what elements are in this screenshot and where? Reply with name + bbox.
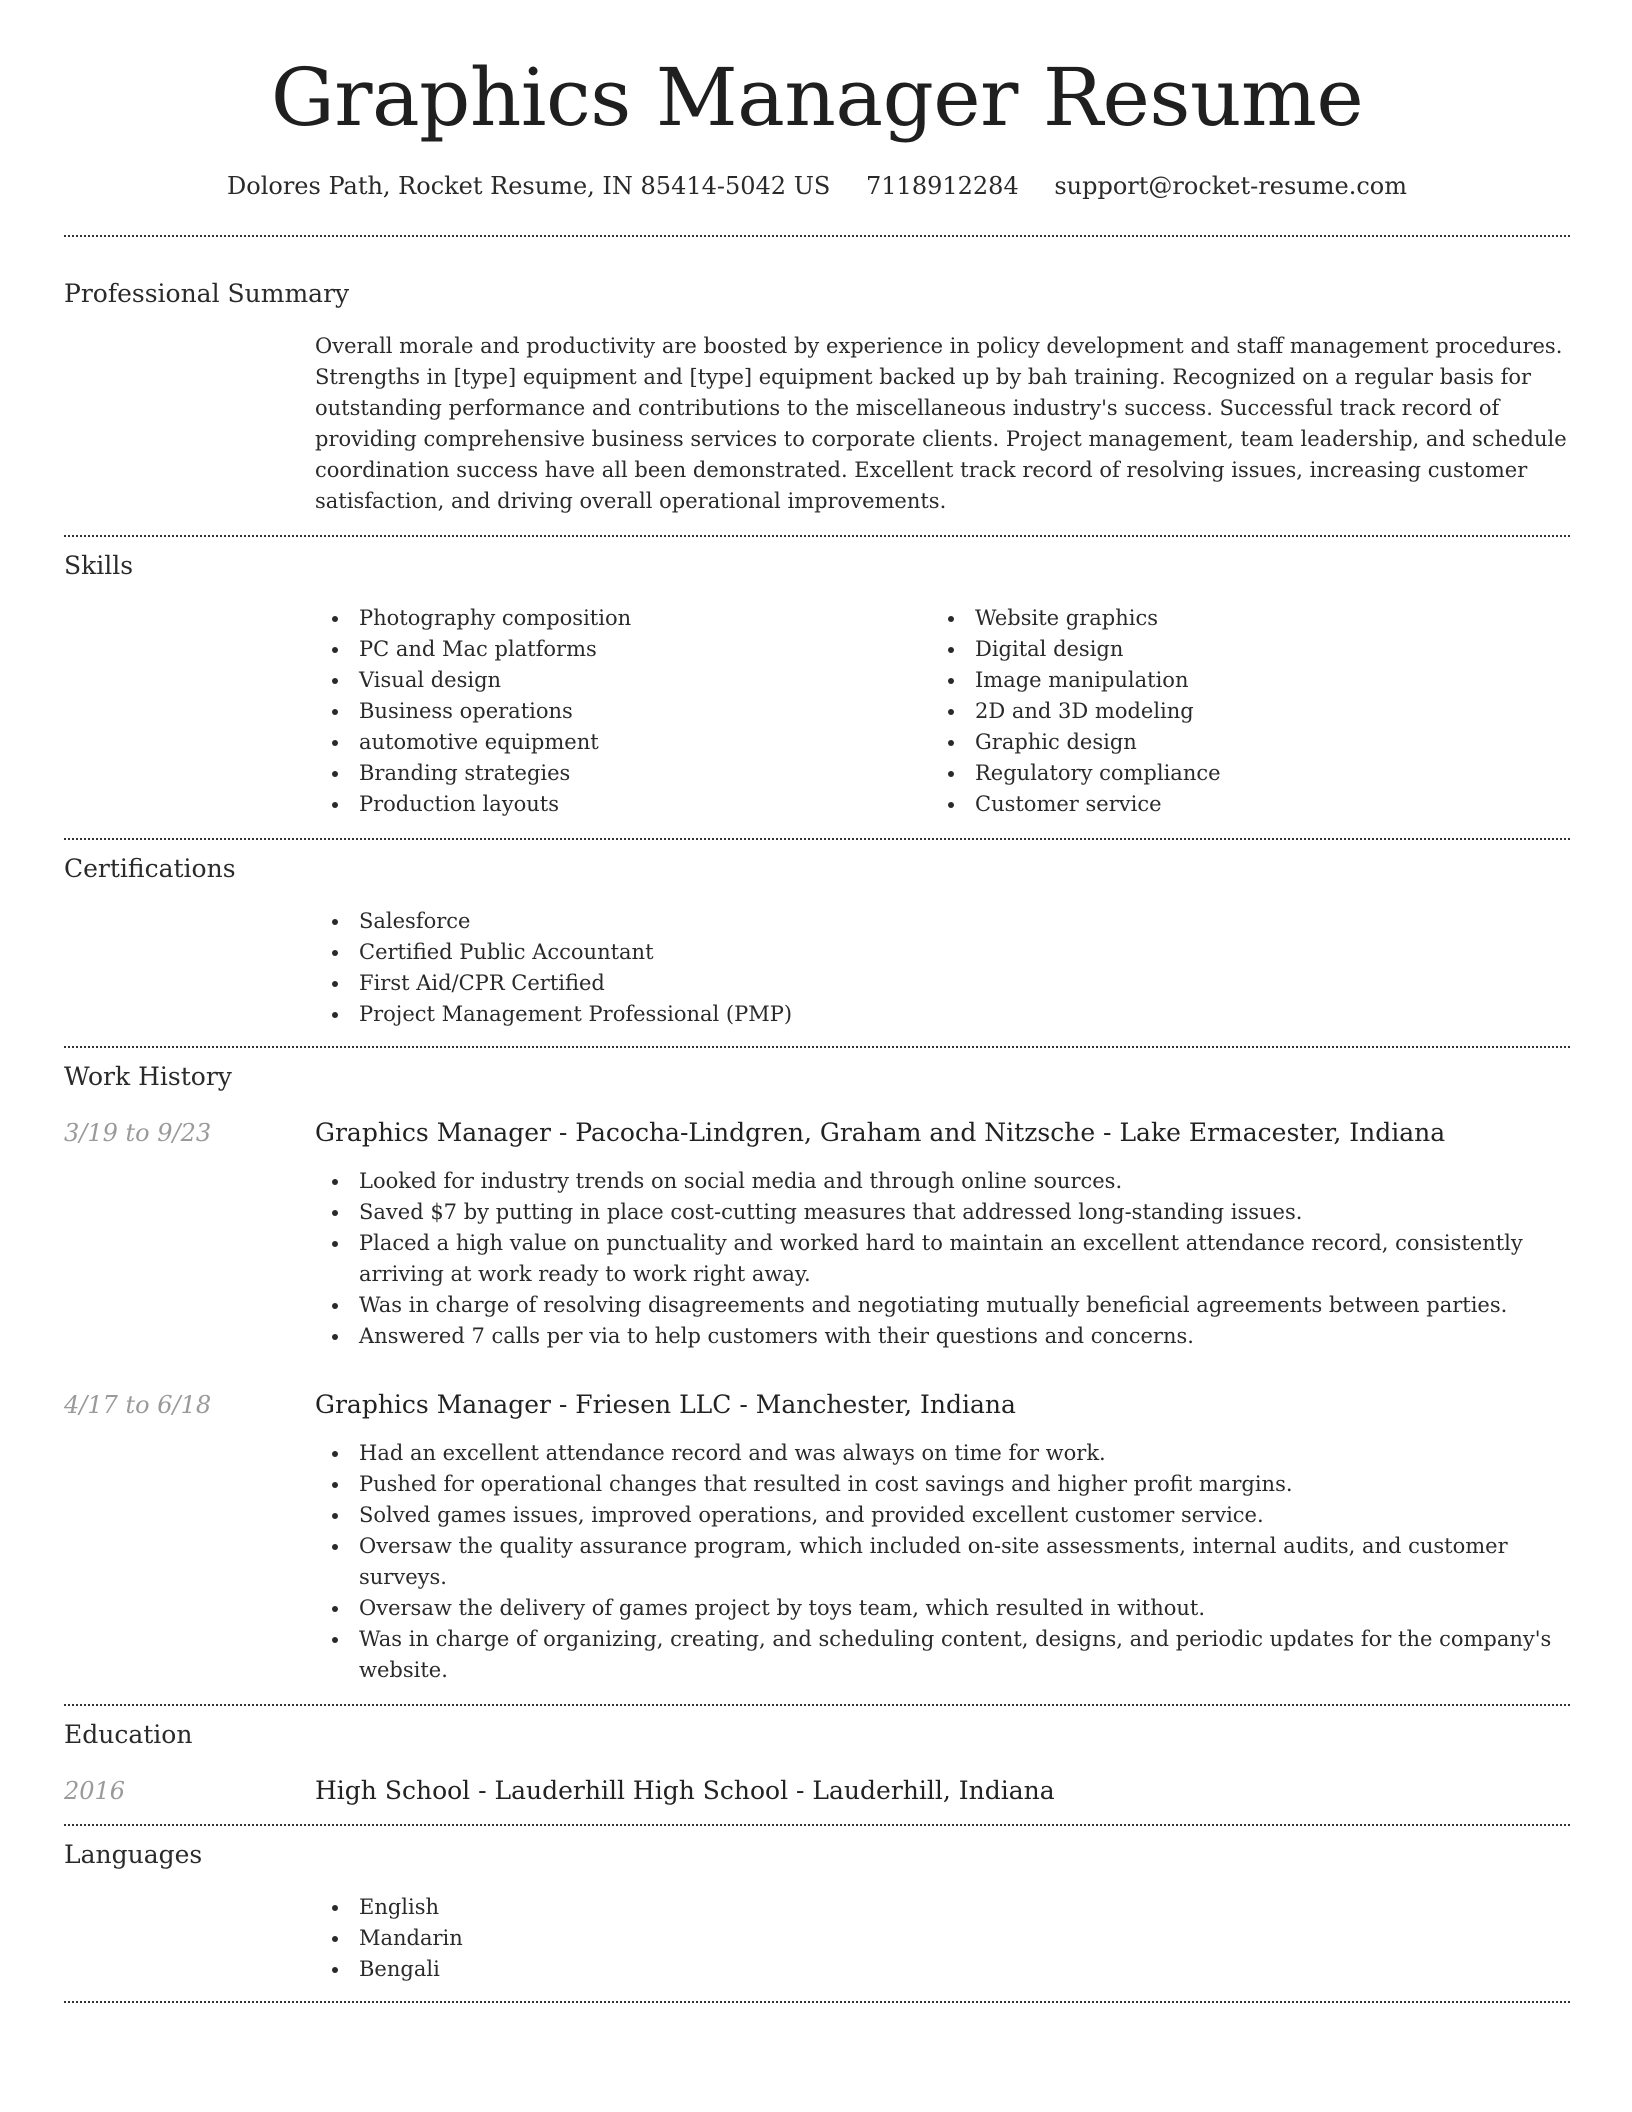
language-item: Mandarin (315, 1923, 1570, 1954)
skill-item: automotive equipment (315, 727, 931, 758)
certifications-list (315, 906, 1570, 1030)
skill-item: 2D and 3D modeling (931, 696, 1547, 727)
skill-item: Image manipulation (931, 665, 1547, 696)
skill-item: Branding strategies (315, 758, 931, 789)
skill-item: Website graphics (931, 603, 1547, 634)
summary-text: Overall morale and productivity are boosted by experience in policy development and staff management procedures. Strengths in [type] equipment and [type] equipment backed up by bah training. Recognized on a regular basis for outstanding performance and contributions to the miscellaneous industry's success. Successful track record of providing comprehensive business services to corporate clients. Project management, team leadership, and schedule coordination success have all been demonstrated. Excellent track record of resolving issues, increasing customer satisfaction, and driving overall operational improvements. (315, 333, 1567, 513)
job-bullet: Was in charge of resolving disagreements and negotiating mutually beneficial agreements between parties. (315, 1290, 1570, 1321)
job-bullet: Had an excellent attendance record and was always on time for work. (315, 1438, 1570, 1469)
languages-section (64, 1826, 1570, 1985)
skills-grid (315, 603, 1570, 820)
skill-item: Regulatory compliance (931, 758, 1547, 789)
section-title: Education (64, 1719, 193, 1749)
certification-item: Project Management Professional (PMP) (315, 999, 1570, 1030)
contact-phone: 7118912284 (866, 172, 1019, 200)
certification-item: Salesforce (315, 906, 1570, 937)
job-bullet: Pushed for operational changes that resulted in cost savings and higher profit margins. (315, 1469, 1570, 1500)
education-title: High School - Lauderhill High School - Lauderhill, Indiana (315, 1775, 1055, 1805)
skills-section (64, 537, 1570, 820)
job-bullets (315, 1166, 1570, 1352)
job-title: Graphics Manager - Pacocha-Lindgren, Graham and Nitzsche - Lake Ermacester, Indiana (315, 1117, 1446, 1147)
education-entry (64, 1776, 1570, 1806)
skill-item: PC and Mac platforms (315, 634, 931, 665)
job-bullets (315, 1438, 1570, 1686)
skill-item: Visual design (315, 665, 931, 696)
job-bullet: Placed a high value on punctuality and worked hard to maintain an excellent attendance record, consistently arriving at work ready to work right away. (315, 1228, 1570, 1290)
job-bullet: Was in charge of organizing, creating, and scheduling content, designs, and periodic updates for the company's website. (315, 1624, 1570, 1686)
language-item: English (315, 1892, 1570, 1923)
job-bullet: Answered 7 calls per via to help customers with their questions and concerns. (315, 1321, 1570, 1352)
job-header (64, 1118, 1570, 1148)
section-title: Certifications (64, 853, 236, 883)
job-dates: 4/17 to 6/18 (64, 1390, 212, 1419)
contact-address: Dolores Path, Rocket Resume, IN 85414-5042 US (227, 172, 831, 200)
work-history-section (64, 1048, 1570, 1686)
certification-item: Certified Public Accountant (315, 937, 1570, 968)
skill-item: Customer service (931, 789, 1547, 820)
skill-item: Digital design (931, 634, 1547, 665)
section-title: Work History (64, 1061, 232, 1091)
job-entry (64, 1390, 1570, 1686)
education-section (64, 1706, 1570, 1806)
skills-list-right (931, 603, 1547, 820)
job-bullet: Looked for industry trends on social media and through online sources. (315, 1166, 1570, 1197)
skill-item: Business operations (315, 696, 931, 727)
divider (64, 2001, 1570, 2003)
certification-item: First Aid/CPR Certified (315, 968, 1570, 999)
job-dates: 3/19 to 9/23 (64, 1118, 212, 1147)
job-entry (64, 1118, 1570, 1352)
resume-page (64, 0, 1570, 2003)
contact-email: support@rocket-resume.com (1054, 172, 1407, 200)
certifications-section (64, 840, 1570, 1030)
job-bullet: Saved $7 by putting in place cost-cutting measures that addressed long-standing issues. (315, 1197, 1570, 1228)
skill-item: Photography composition (315, 603, 931, 634)
skill-item: Production layouts (315, 789, 931, 820)
summary-section (64, 237, 1570, 517)
skill-item: Graphic design (931, 727, 1547, 758)
job-title: Graphics Manager - Friesen LLC - Manchester, Indiana (315, 1389, 1016, 1419)
resume-title: Graphics Manager Resume (270, 51, 1364, 144)
education-year: 2016 (64, 1776, 126, 1805)
contact-line (64, 172, 1570, 201)
skills-list-left (315, 603, 931, 820)
job-bullet: Oversaw the delivery of games project by toys team, which resulted in without. (315, 1593, 1570, 1624)
job-bullet: Solved games issues, improved operations, and provided excellent customer service. (315, 1500, 1570, 1531)
language-item: Bengali (315, 1954, 1570, 1985)
section-title: Skills (64, 550, 134, 580)
job-bullet: Oversaw the quality assurance program, which included on-site assessments, internal audits, and customer surveys. (315, 1531, 1570, 1593)
job-header (64, 1390, 1570, 1420)
section-title: Languages (64, 1839, 203, 1869)
section-title: Professional Summary (64, 278, 350, 308)
languages-list (315, 1892, 1570, 1985)
